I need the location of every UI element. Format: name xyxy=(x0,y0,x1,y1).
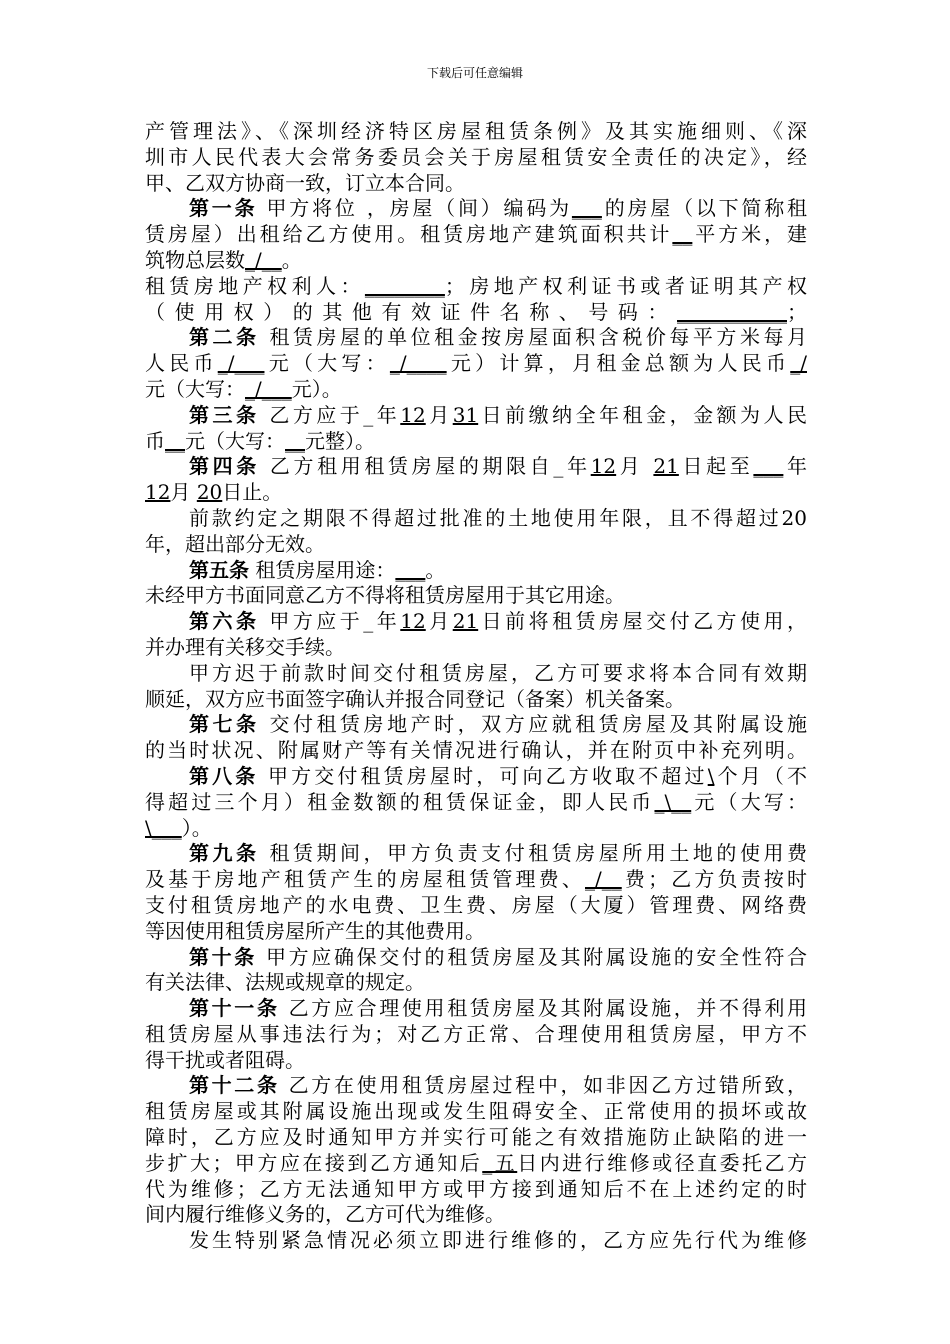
contract-body xyxy=(145,119,807,1254)
text-line xyxy=(145,119,807,145)
text-run: 甲方交付租赁房屋时，可向乙方收取不超过 xyxy=(258,763,708,788)
text-run: 元（大写： xyxy=(691,789,807,814)
text-line xyxy=(145,1151,807,1177)
filled-blank: ___ xyxy=(571,196,602,221)
text-run: 得超过三个月）租金数额的租赁保证金，即人民币 xyxy=(145,789,655,814)
text-run: 日起至 xyxy=(678,454,754,479)
text-run: 元（大写： xyxy=(145,376,245,401)
text-run: 甲方应确保交付的租赁房屋及其附属设施的安全性符合 xyxy=(256,944,807,969)
text-run: 未经甲方书面同意乙方不得将租赁房屋用于其它用途。 xyxy=(145,583,625,608)
text-line xyxy=(145,558,807,584)
text-line xyxy=(145,1125,807,1151)
text-run: （使用权）的其他有效证件名称、号码： xyxy=(145,299,677,324)
text-run: 赁房屋）出租给乙方使用。租赁房地产建筑面积共计 xyxy=(145,222,673,247)
filled-blank: ___ xyxy=(395,557,426,582)
article-heading: 第十条 xyxy=(189,944,257,969)
filled-blank: _\__ xyxy=(654,789,692,814)
filled-blank: __ xyxy=(672,222,693,247)
filled-blank: __ xyxy=(165,428,185,453)
text-line xyxy=(145,403,807,429)
text-run: ）。 xyxy=(181,815,212,840)
text-run: 前款约定之期限不得超过批准的土地使用年限，且不得超过20 xyxy=(189,505,807,530)
text-run: 租赁房屋用途： xyxy=(249,557,396,582)
text-run: 的当时状况、附属财产等有关情况进行确认，并在附页中补充列明。 xyxy=(145,738,807,763)
text-line xyxy=(145,1048,807,1074)
text-line xyxy=(145,867,807,893)
text-line xyxy=(145,351,807,377)
text-line xyxy=(145,1073,807,1099)
text-run: 并办理有关移交手续。 xyxy=(145,634,345,659)
filled-blank: _/____ xyxy=(389,351,447,376)
text-line xyxy=(145,1228,807,1254)
text-line xyxy=(145,429,807,455)
article-heading: 第三条 xyxy=(189,402,260,427)
text-run: ； xyxy=(787,299,807,324)
text-run: 。 xyxy=(281,247,302,272)
article-heading: 第九条 xyxy=(189,841,260,866)
text-run: 间内履行维修义务的，乙方可代为维修。 xyxy=(145,1202,505,1227)
text-run: 甲、乙双方协商一致，订立本合同。 xyxy=(145,170,465,195)
text-run: 的房屋（以下简称租 xyxy=(601,196,807,221)
text-run: 步扩大；甲方应在接到乙方通知后 xyxy=(145,1150,483,1175)
page-header: 下载后可任意编辑 xyxy=(426,66,523,80)
text-line xyxy=(145,712,807,738)
text-line xyxy=(145,506,807,532)
text-run: 租赁房屋从事违法行为；对乙方正常、合理使用租赁房屋，甲方不 xyxy=(145,1021,807,1046)
text-run: 元）。 xyxy=(291,376,342,401)
text-run: 圳市人民代表大会常务委员会关于房屋租赁安全责任的决定》，经 xyxy=(145,144,807,169)
article-heading: 第二条 xyxy=(189,325,260,350)
text-run: 甲方迟于前款时间交付租赁房屋，乙方可要求将本合同有效期 xyxy=(189,660,807,685)
filled-blank: \___ xyxy=(145,815,182,840)
article-heading: 第十一条 xyxy=(189,996,280,1021)
text-line xyxy=(145,919,807,945)
text-run: 平方米，建 xyxy=(692,222,807,247)
text-run: 产管理法》、《深圳经济特区房屋租赁条例》及其实施细则、《深 xyxy=(145,119,807,143)
text-line xyxy=(145,970,807,996)
text-run: 。 xyxy=(425,557,446,582)
filled-blank: 21 xyxy=(452,609,479,634)
filled-blank: _五 xyxy=(482,1150,518,1175)
text-line xyxy=(145,274,807,300)
article-heading: 第七条 xyxy=(189,712,260,737)
text-run: 障时，乙方应及时通知甲方并实行可能之有效措施防止缺陷的进一 xyxy=(145,1125,807,1150)
text-run: 交付租赁房地产时，双方应就租赁房屋及其附属设施 xyxy=(259,712,807,737)
text-run: 筑物总层数 xyxy=(145,247,245,272)
filled-blank: 21 xyxy=(653,454,679,479)
text-line xyxy=(145,377,807,403)
text-run: 月 xyxy=(616,454,654,479)
filled-blank: ________ xyxy=(364,273,445,298)
text-run: 租赁房地产权利人： xyxy=(145,273,365,298)
filled-blank: _/___ xyxy=(217,351,265,376)
filled-blank: 12 xyxy=(590,454,617,479)
filled-blank: ___________ xyxy=(677,299,787,324)
filled-blank: ___ xyxy=(753,454,784,479)
text-line xyxy=(145,1022,807,1048)
text-run: 日止。 xyxy=(222,480,283,505)
text-run: 租赁房屋或其附属设施出现或发生阻碍安全、正常使用的损坏或故 xyxy=(145,1099,807,1124)
text-line xyxy=(145,609,807,635)
text-line xyxy=(145,738,807,764)
text-line xyxy=(145,222,807,248)
filled-blank: _/__ xyxy=(585,867,622,892)
text-run: 得干扰或者阻碍。 xyxy=(145,1047,305,1072)
text-run: 乙方在使用租赁房屋过程中，如非因乙方过错所致， xyxy=(279,1073,807,1098)
text-line xyxy=(145,945,807,971)
filled-blank: _/___ xyxy=(245,376,292,401)
text-run: ；房地产权利证书或者证明其产权 xyxy=(444,273,807,298)
text-run: 月 xyxy=(170,480,197,505)
text-run: 支付租赁房地产的水电费、卫生费、房屋（大厦）管理费、网络费 xyxy=(145,892,807,917)
filled-blank: 12 xyxy=(145,480,171,505)
filled-blank: _/ xyxy=(790,351,807,376)
filled-blank: 20 xyxy=(196,480,223,505)
article-heading: 第五条 xyxy=(189,557,249,582)
text-run: 个月（不 xyxy=(714,763,807,788)
text-run: 乙方应合理使用租赁房屋及其附属设施，并不得利用 xyxy=(279,996,807,1021)
text-run: 元）计算，月租金总额为人民币 xyxy=(446,351,791,376)
text-line xyxy=(145,1099,807,1125)
text-line xyxy=(145,816,807,842)
text-line xyxy=(145,325,807,351)
text-run: 元整）。 xyxy=(305,428,375,453)
text-line xyxy=(145,764,807,790)
text-run: 年，超出部分无效。 xyxy=(145,531,325,556)
filled-blank: 12 xyxy=(400,402,426,427)
text-run: 租赁期间，甲方负责支付租赁房屋所用土地的使用费 xyxy=(259,841,807,866)
filled-blank: __ xyxy=(285,428,305,453)
text-run: 等因使用租赁房屋所产生的其他费用。 xyxy=(145,918,485,943)
text-run: 费；乙方负责按时 xyxy=(621,867,807,892)
text-line xyxy=(145,790,807,816)
text-run: 顺延，双方应书面签字确认并报合同登记（备案）机关备案。 xyxy=(145,686,685,711)
text-run: 币 xyxy=(145,428,165,453)
text-run: 代为维修；乙方无法通知甲方或甲方接到通知后不在上述约定的时 xyxy=(145,1176,807,1201)
text-run: 人民币 xyxy=(145,351,218,376)
text-line xyxy=(145,841,807,867)
text-line xyxy=(145,996,807,1022)
text-run: 日前将租赁房屋交付乙方使用， xyxy=(478,609,807,634)
text-run: 甲方应于_年 xyxy=(259,609,401,634)
filled-blank: 31 xyxy=(452,402,479,427)
text-run: 日内进行维修或径直委托乙方 xyxy=(517,1150,807,1175)
filled-blank: 12 xyxy=(400,609,426,634)
article-heading: 第八条 xyxy=(189,763,259,788)
text-run: 及基于房地产租赁产生的房屋租赁管理费、 xyxy=(145,867,585,892)
text-line xyxy=(145,171,807,197)
text-run: 元（大写： xyxy=(264,351,390,376)
text-line xyxy=(145,532,807,558)
text-line xyxy=(145,1202,807,1228)
text-line xyxy=(145,583,807,609)
text-line xyxy=(145,661,807,687)
text-run: 甲方将位 ，房屋（间）编码为 xyxy=(257,196,572,221)
text-run: 乙方租用租赁房屋的期限自_年 xyxy=(259,454,591,479)
article-heading: 第六条 xyxy=(189,609,260,634)
article-heading: 第四条 xyxy=(189,454,260,479)
text-run: 有关法律、法规或规章的规定。 xyxy=(145,970,425,995)
article-heading: 第十二条 xyxy=(189,1073,280,1098)
text-run: 乙方应于_年 xyxy=(259,402,401,427)
text-line xyxy=(145,248,807,274)
text-line xyxy=(145,893,807,919)
text-line xyxy=(145,635,807,661)
text-run: 年 xyxy=(783,454,807,479)
text-run: 发生特别紧急情况必须立即进行维修的，乙方应先行代为维修 xyxy=(189,1228,807,1253)
text-line xyxy=(145,1177,807,1203)
text-run: 元（大写： xyxy=(185,428,285,453)
text-line xyxy=(145,687,807,713)
text-line xyxy=(145,300,807,326)
filled-blank: _/__ xyxy=(245,247,282,272)
text-run: 日前缴纳全年租金，金额为人民 xyxy=(478,402,807,427)
text-run: 月 xyxy=(425,402,453,427)
filled-blank: \ xyxy=(707,763,715,788)
text-line xyxy=(145,145,807,171)
text-run: 月 xyxy=(425,609,453,634)
text-line xyxy=(145,196,807,222)
text-line xyxy=(145,480,807,506)
text-line xyxy=(145,454,807,480)
text-run: 租赁房屋的单位租金按房屋面积含税价每平方米每月 xyxy=(259,325,807,350)
article-heading: 第一条 xyxy=(189,196,258,221)
